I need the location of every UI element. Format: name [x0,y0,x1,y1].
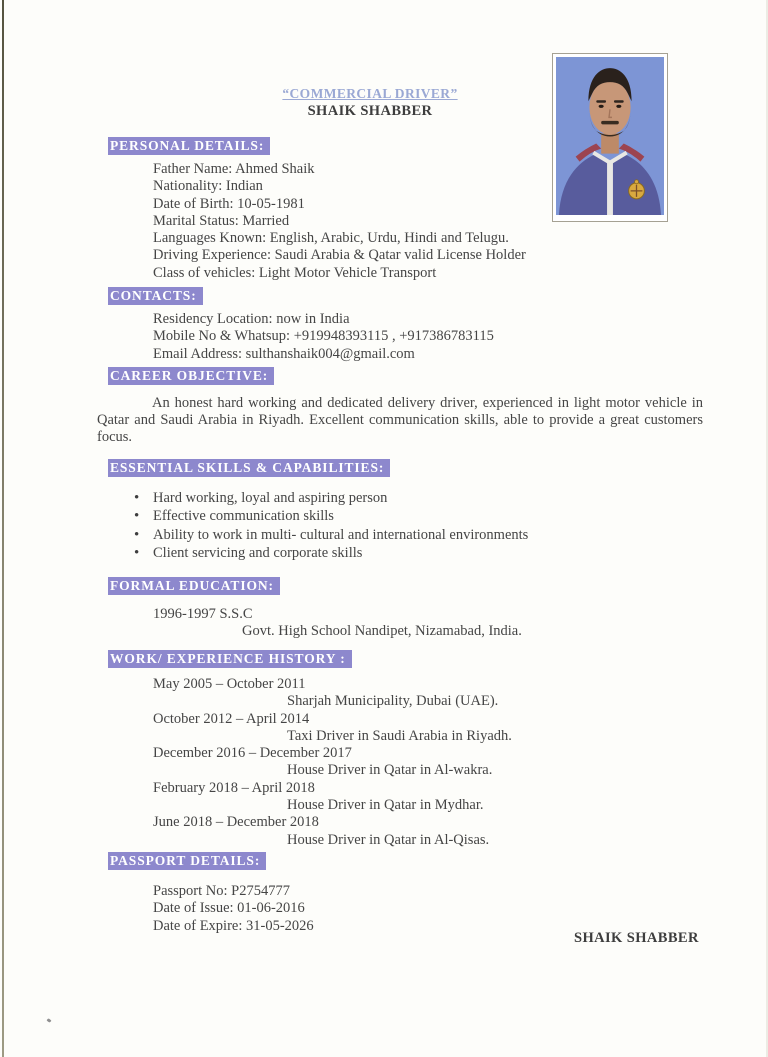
section-work-history [108,650,720,849]
personal-details-header: PERSONAL DETAILS: [108,137,270,155]
passport-lines [153,883,720,935]
detail-line: Date of Birth: 10-05-1981 [153,195,305,212]
contact-line: Mobile No & Whatsup: +919948393115 , +917386783115 [153,328,494,345]
detail-line: Father Name: Ahmed Shaik [153,161,315,177]
work-history-header: WORK/ EXPERIENCE HISTORY : [108,650,352,668]
skill-item: • Hard working, loyal and aspiring person [108,489,720,507]
work-entries [108,676,720,849]
work-entry-period: June 2018 – December 2018 [153,814,319,831]
skills-list [108,489,720,563]
passport-line: Date of Expire: 31-05-2026 [153,917,314,934]
career-objective-header: CAREER OBJECTIVE: [108,367,274,385]
career-objective-text: An honest hard working and dedicated delivery driver, experienced in light motor vehicle in Qatar and Saudi Arabia in Riyadh. Excellent communication skills, able to provide a great customers focus. [97,395,703,445]
passport-line: Passport No: P2754777 [153,883,290,899]
work-entry-period: October 2012 – April 2014 [153,710,310,727]
detail-line: Languages Known: English, Arabic, Urdu, Hindi and Telugu. [153,230,509,247]
essential-skills-header: ESSENTIAL SKILLS & CAPABILITIES: [108,459,390,477]
work-entry-role: Taxi Driver in Saudi Arabia in Riyadh. [287,727,512,744]
section-formal-education [108,577,720,641]
applicant-name-heading: SHAIK SHABBER [307,103,433,119]
skill-item: • Client servicing and corporate skills [108,544,720,562]
document-title-text: “COMMERCIAL DRIVER” [282,86,458,101]
section-passport-details [108,852,720,935]
signature-name: SHAIK SHABBER [574,930,699,946]
personal-details-lines [153,161,720,282]
work-entry-role: House Driver in Qatar in Al-Qisas. [287,831,490,848]
education-school: Govt. High School Nandipet, Nizamabad, India. [242,623,522,640]
work-entry-period: February 2018 – April 2018 [153,779,315,796]
contact-line: Residency Location: now in India [153,311,350,327]
detail-line: Class of vehicles: Light Motor Vehicle Transport [153,264,437,281]
formal-education-header: FORMAL EDUCATION: [108,577,280,595]
work-entry-role: House Driver in Qatar in Al-wakra. [287,762,493,779]
detail-line: Marital Status: Married [153,212,290,229]
passport-line: Date of Issue: 01-06-2016 [153,900,305,917]
scan-artifact-speck [47,1018,52,1023]
detail-line: Driving Experience: Saudi Arabia & Qatar valid License Holder [153,247,526,264]
section-personal-details [108,137,720,282]
skill-item: • Effective communication skills [108,507,720,525]
scan-edge-left [2,0,4,1057]
work-entry-period: December 2016 – December 2017 [153,745,352,762]
skill-item: • Ability to work in multi- cultural and international environments [108,526,720,544]
work-entry-period: May 2005 – October 2011 [153,676,306,692]
education-period: 1996-1997 S.S.C [153,606,253,622]
work-entry-role: Sharjah Municipality, Dubai (UAE). [287,693,499,710]
contacts-lines [153,311,720,363]
contacts-header: CONTACTS: [108,287,203,305]
section-essential-skills [108,459,720,563]
section-career-objective [97,367,720,445]
work-entry-role: House Driver in Qatar in Mydhar. [287,797,484,814]
passport-details-header: PASSPORT DETAILS: [108,852,266,870]
section-contacts [108,287,720,363]
detail-line: Nationality: Indian [153,178,263,195]
contact-line: Email Address: sulthanshaik004@gmail.com [153,345,415,362]
